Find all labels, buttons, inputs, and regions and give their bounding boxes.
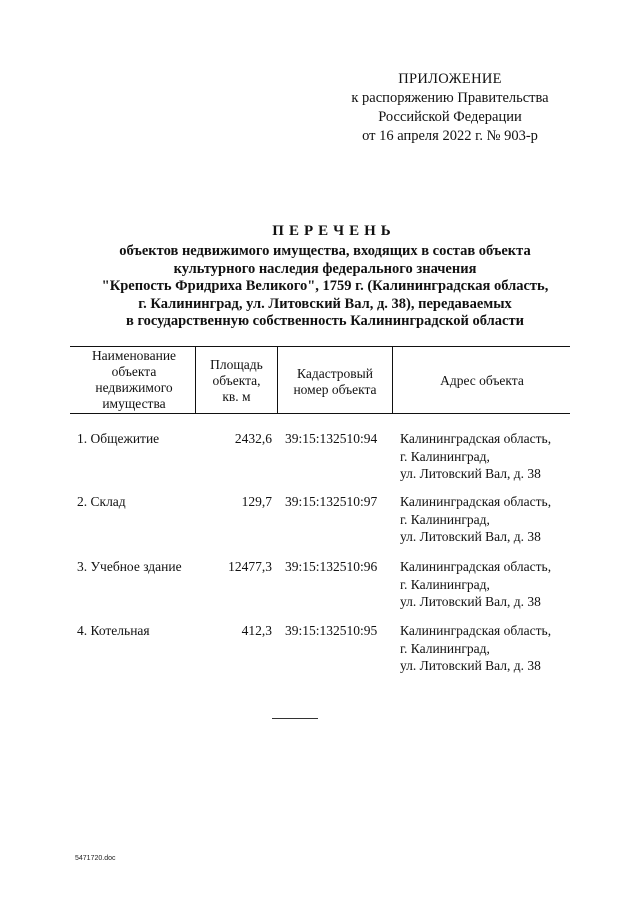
row-name: 1. Общежитие bbox=[77, 431, 160, 446]
header-area-line: кв. м bbox=[222, 389, 251, 404]
header-name-line: Наименование bbox=[91, 348, 177, 363]
document-subtitle bbox=[70, 243, 580, 331]
address-line: ул. Литовский Вал, д. 38 bbox=[400, 529, 541, 544]
row-cadastral: 39:15:132510:97 bbox=[285, 494, 378, 509]
appendix-label: ПРИЛОЖЕНИЕ bbox=[398, 71, 502, 87]
header-name bbox=[75, 348, 193, 412]
header-area-line: Площадь bbox=[210, 357, 263, 372]
row-cadastral: 39:15:132510:95 bbox=[285, 623, 378, 638]
end-of-document-rule bbox=[272, 718, 318, 719]
address-line: Калининградская область, bbox=[400, 494, 552, 509]
header-area-line: объекта, bbox=[212, 373, 261, 388]
table-header-top-rule bbox=[70, 346, 570, 347]
header-area bbox=[197, 357, 276, 405]
row-name: 3. Учебное здание bbox=[77, 559, 182, 574]
table-header-bottom-rule bbox=[70, 413, 570, 414]
address-line: ул. Литовский Вал, д. 38 bbox=[400, 658, 541, 673]
address-line: Калининградская область, bbox=[400, 431, 552, 446]
address-line: Калининградская область, bbox=[400, 623, 552, 638]
row-address bbox=[400, 430, 575, 483]
document-title: ПЕРЕЧЕНЬ bbox=[272, 223, 396, 239]
header-name-line: объекта bbox=[111, 364, 157, 379]
appendix-line-federation: Российской Федерации bbox=[378, 109, 522, 125]
appendix-header bbox=[330, 70, 570, 146]
header-name-line: недвижимого bbox=[95, 380, 173, 395]
column-divider bbox=[195, 346, 196, 413]
document-filename: 5471720.doc bbox=[75, 855, 116, 862]
row-cadastral: 39:15:132510:94 bbox=[285, 431, 378, 446]
header-cadastral-line: Кадастровый bbox=[297, 366, 373, 381]
address-line: г. Калининград, bbox=[400, 511, 490, 527]
appendix-line-date: от 16 апреля 2022 г. № 903-р bbox=[362, 128, 538, 144]
address-line: г. Калининград, bbox=[400, 448, 490, 464]
row-address bbox=[400, 558, 575, 611]
address-line: г. Калининград, bbox=[400, 640, 490, 656]
subtitle-line: г. Калининград, ул. Литовский Вал, д. 38), передаваемых bbox=[138, 295, 512, 312]
appendix-line-decree: к распоряжению Правительства bbox=[351, 90, 549, 106]
header-address bbox=[394, 373, 570, 389]
header-address-line: Адрес объекта bbox=[440, 373, 524, 388]
column-divider bbox=[392, 346, 393, 413]
address-line: ул. Литовский Вал, д. 38 bbox=[400, 594, 541, 609]
row-area: 12477,3 bbox=[228, 559, 272, 574]
row-area: 412,3 bbox=[241, 623, 272, 638]
header-cadastral-line: номер объекта bbox=[293, 382, 377, 397]
header-name-line: имущества bbox=[102, 396, 166, 411]
column-divider bbox=[277, 346, 278, 413]
subtitle-line: культурного наследия федерального значения bbox=[173, 260, 477, 277]
row-address bbox=[400, 493, 575, 546]
subtitle-line: объектов недвижимого имущества, входящих в состав объекта bbox=[119, 243, 531, 259]
address-line: ул. Литовский Вал, д. 38 bbox=[400, 466, 541, 481]
row-name: 2. Склад bbox=[77, 494, 126, 509]
address-line: Калининградская область, bbox=[400, 559, 552, 574]
row-name: 4. Котельная bbox=[77, 623, 150, 638]
address-line: г. Калининград, bbox=[400, 576, 490, 592]
row-cadastral: 39:15:132510:96 bbox=[285, 559, 378, 574]
row-area: 2432,6 bbox=[234, 431, 272, 446]
row-area: 129,7 bbox=[241, 494, 272, 509]
row-address bbox=[400, 622, 575, 675]
header-cadastral bbox=[279, 366, 391, 398]
subtitle-line: в государственную собственность Калининградской области bbox=[126, 313, 524, 329]
subtitle-line: "Крепость Фридриха Великого", 1759 г. (Калининградская область, bbox=[101, 278, 549, 294]
